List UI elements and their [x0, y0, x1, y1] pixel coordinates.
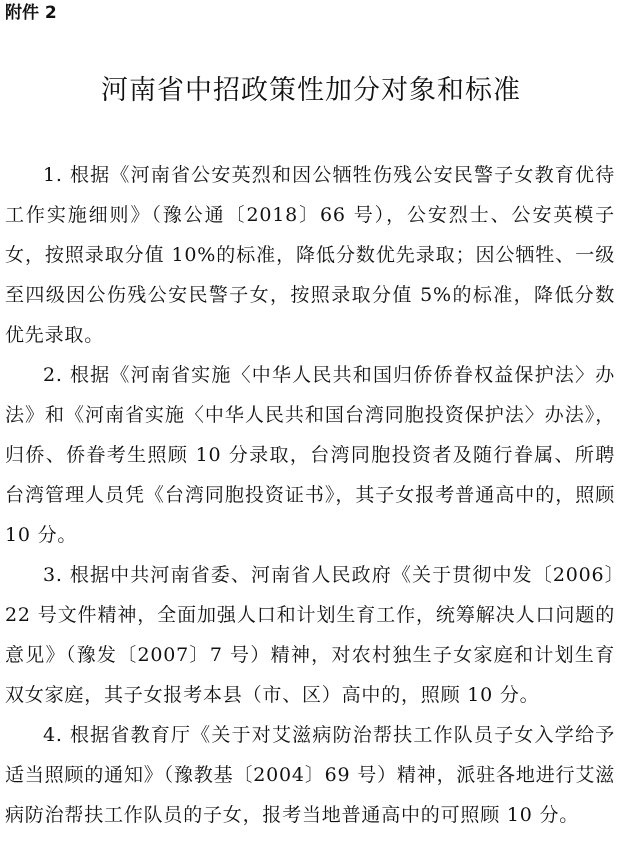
- paragraph-3: 3. 根据中共河南省委、河南省人民政府《关于贯彻中发〔2006〕22 号文件精神，全面加强人口和计划生育工作，统筹解决人口问题的意见》（豫发〔2007〕7 号）精神，对农村独生子女家庭和计划生育双女家庭，其子女报考本县（市、区）高中的，照顾 10 分。: [5, 564, 615, 706]
- paragraph-1: 1. 根据《河南省公安英烈和因公牺牲伤残公安民警子女教育优待工作实施细则》（豫公通〔2018〕66 号），公安烈士、公安英模子女，按照录取分值 10%的标准，降低分数优先录取；因公牺牲、一级至四级因公伤残公安民警子女，按照录取分值 5%的标准，降低分数优先录取。: [5, 164, 615, 346]
- paragraph-2: 2. 根据《河南省实施〈中华人民共和国归侨侨眷权益保护法〉办法》和《河南省实施〈中华人民共和国台湾同胞投资保护法〉办法》，归侨、侨眷考生照顾 10 分录取，台湾同胞投资者及随行眷属、所聘台湾管理人员凭《台湾同胞投资证书》，其子女报考普通高中的，照顾 10 分。: [5, 364, 615, 546]
- paragraph-4: 4. 根据省教育厅《关于对艾滋病防治帮扶工作队员子女入学给予适当照顾的通知》（豫教基〔2004〕69 号）精神，派驻各地进行艾滋病防治帮扶工作队员的子女，报考当地普通高中的可照顾 10 分。: [5, 724, 615, 826]
- document-body: [5, 155, 615, 835]
- attachment-label: 附件 2: [5, 3, 57, 23]
- document-title: 河南省中招政策性加分对象和标准: [101, 75, 521, 106]
